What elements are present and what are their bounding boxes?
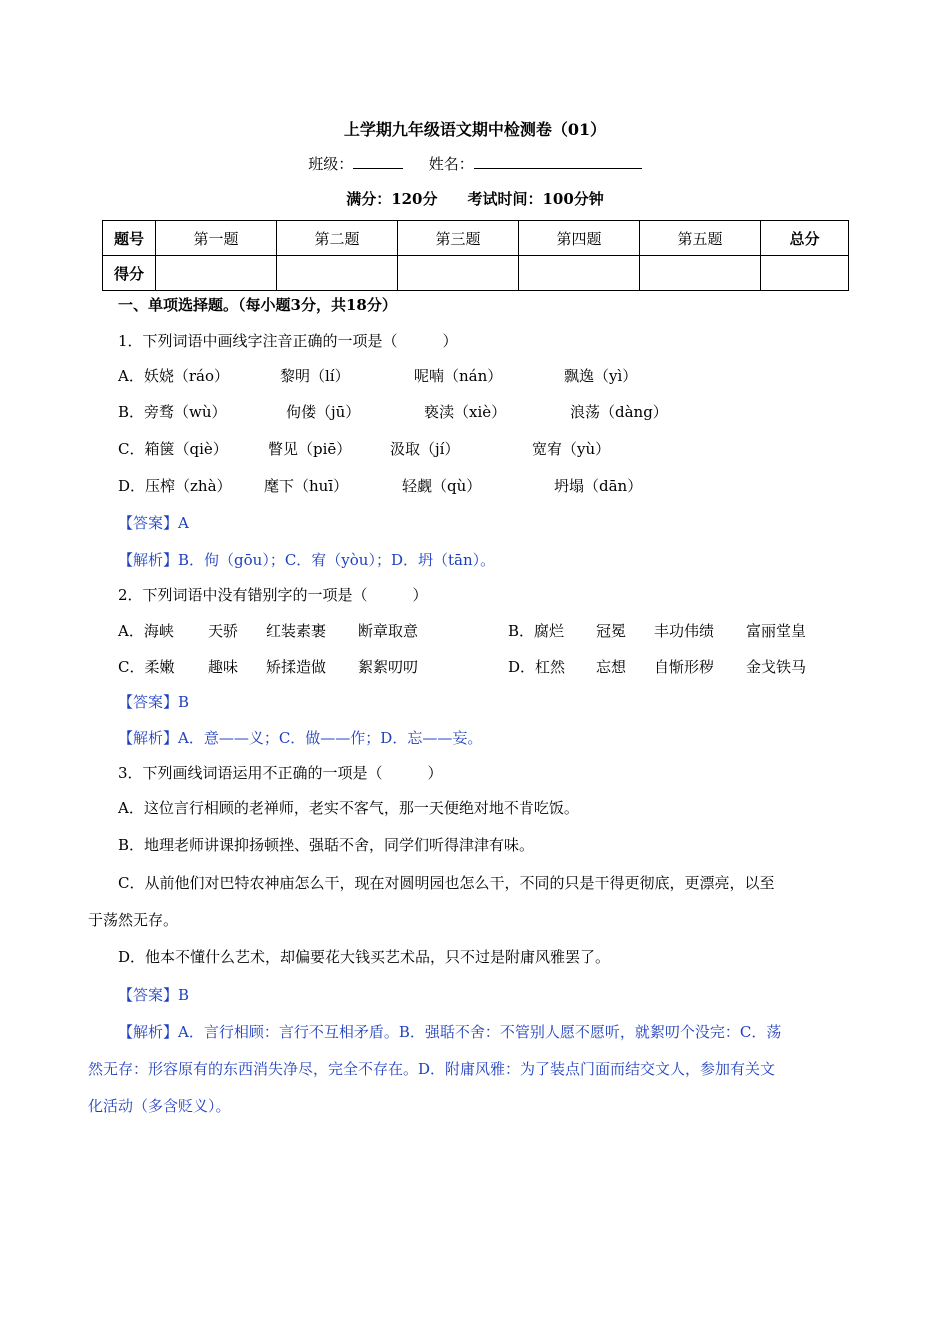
score-table-score-row [103,256,849,291]
student-info-line [0,153,950,174]
question-3-stem: 3．下列画线词语运用不正确的一项是（ ） [118,764,443,782]
header-cell: 第四题 [519,221,640,256]
score-cell[interactable] [156,256,277,291]
q3-analysis: 【解析】A．言行相顾：言行不互相矛盾。B．强聒不舍：不管别人愿不愿听，就絮叨个没完：C．荡 [118,1023,782,1041]
name-field[interactable] [474,154,642,169]
q3-answer: 【答案】B [118,986,190,1004]
option-word: 麾下（huī） [264,477,349,495]
option-word: D．压榨（zhà） [118,477,232,495]
q3-option-c: C．从前他们对巴特农神庙怎么干，现在对圆明园也怎么干，不同的只是干得更彻底，更漂亮，以至 [118,874,775,892]
header-cell: 第一题 [156,221,277,256]
class-label: 班级： [308,155,354,173]
score-cell[interactable] [761,256,849,291]
header-cell: 第五题 [640,221,761,256]
header-cell: 第二题 [277,221,398,256]
option-word: 趣味 [208,658,239,676]
score-cell[interactable] [277,256,398,291]
option-word: B．腐烂 [508,622,565,640]
option-word: C．柔嫩 [118,658,175,676]
option-word: 红装素裹 [266,622,327,640]
option-word: 佝偻（jū） [286,403,361,421]
option-word: 天骄 [208,622,239,640]
option-word: 亵渎（xiè） [424,403,507,421]
option-word: 自惭形秽 [654,658,715,676]
header-cell: 总分 [761,221,849,256]
option-word: 轻觑（qù） [402,477,482,495]
score-table-header-row [103,221,849,256]
q2-answer: 【答案】B [118,693,190,711]
option-word: 断章取意 [358,622,419,640]
q3-option-c-cont: 于荡然无存。 [88,911,179,929]
exam-meta: 满分：120分 考试时间：100分钟 [346,190,604,208]
q3-option-b: B．地理老师讲课抑扬顿挫、强聒不舍，同学们听得津津有味。 [118,836,535,854]
option-word: 富丽堂皇 [746,622,807,640]
option-word: 絮絮叨叨 [358,658,419,676]
q3-analysis-cont: 化活动（多含贬义）。 [88,1097,231,1115]
page-title: 上学期九年级语文期中检测卷（01） [343,120,607,139]
q3-option-a: A．这位言行相顾的老禅师，老实不客气，那一天便绝对地不肯吃饭。 [118,799,579,817]
q2-analysis: 【解析】A．意——义；C．做——作；D．忘——妄。 [118,729,483,747]
option-word: D．杠然 [508,658,566,676]
name-label: 姓名： [428,155,474,173]
q1-answer: 【答案】A [118,514,189,532]
q1-analysis: 【解析】B．佝（gōu）；C．宥（yòu）；D．坍（tān）。 [118,551,496,569]
option-word: 汲取（jí） [390,440,460,458]
score-cell[interactable] [640,256,761,291]
option-word: 金戈铁马 [746,658,807,676]
header-cell: 题号 [103,221,156,256]
option-word: 坍塌（dān） [554,477,643,495]
option-word: 冠冕 [596,622,627,640]
option-word: 黎明（lí） [280,367,350,385]
option-word: 矫揉造做 [266,658,327,676]
score-table [102,220,849,291]
score-cell[interactable] [398,256,519,291]
score-cell[interactable] [519,256,640,291]
option-word: B．旁骛（wù） [118,403,227,421]
option-word: 飘逸（yì） [564,367,638,385]
option-word: 浪荡（dàng） [570,403,668,421]
class-field[interactable] [353,154,403,169]
option-word: A．海峡 [118,622,174,640]
q3-option-d: D．他本不懂什么艺术，却偏要花大钱买艺术品，只不过是附庸风雅罢了。 [118,948,611,966]
option-word: 呢喃（nán） [414,367,503,385]
option-word: 宽宥（yù） [532,440,611,458]
question-1-stem: 1．下列词语中画线字注音正确的一项是（ ） [118,332,458,350]
option-word: A．妖娆（ráo） [118,367,229,385]
option-word: 丰功伟绩 [654,622,715,640]
q3-analysis-cont: 然无存：形容原有的东西消失净尽，完全不存在。D．附庸风雅：为了装点门面而结交文人，参加有关文 [88,1060,776,1078]
option-word: 瞥见（piē） [268,440,352,458]
header-cell: 第三题 [398,221,519,256]
score-row-label: 得分 [103,256,156,291]
option-word: C．箱箧（qiè） [118,440,228,458]
question-2-stem: 2．下列词语中没有错别字的一项是（ ） [118,586,428,604]
section-heading: 一、单项选择题。（每小题3分，共18分） [118,296,397,314]
option-word: 忘想 [596,658,627,676]
